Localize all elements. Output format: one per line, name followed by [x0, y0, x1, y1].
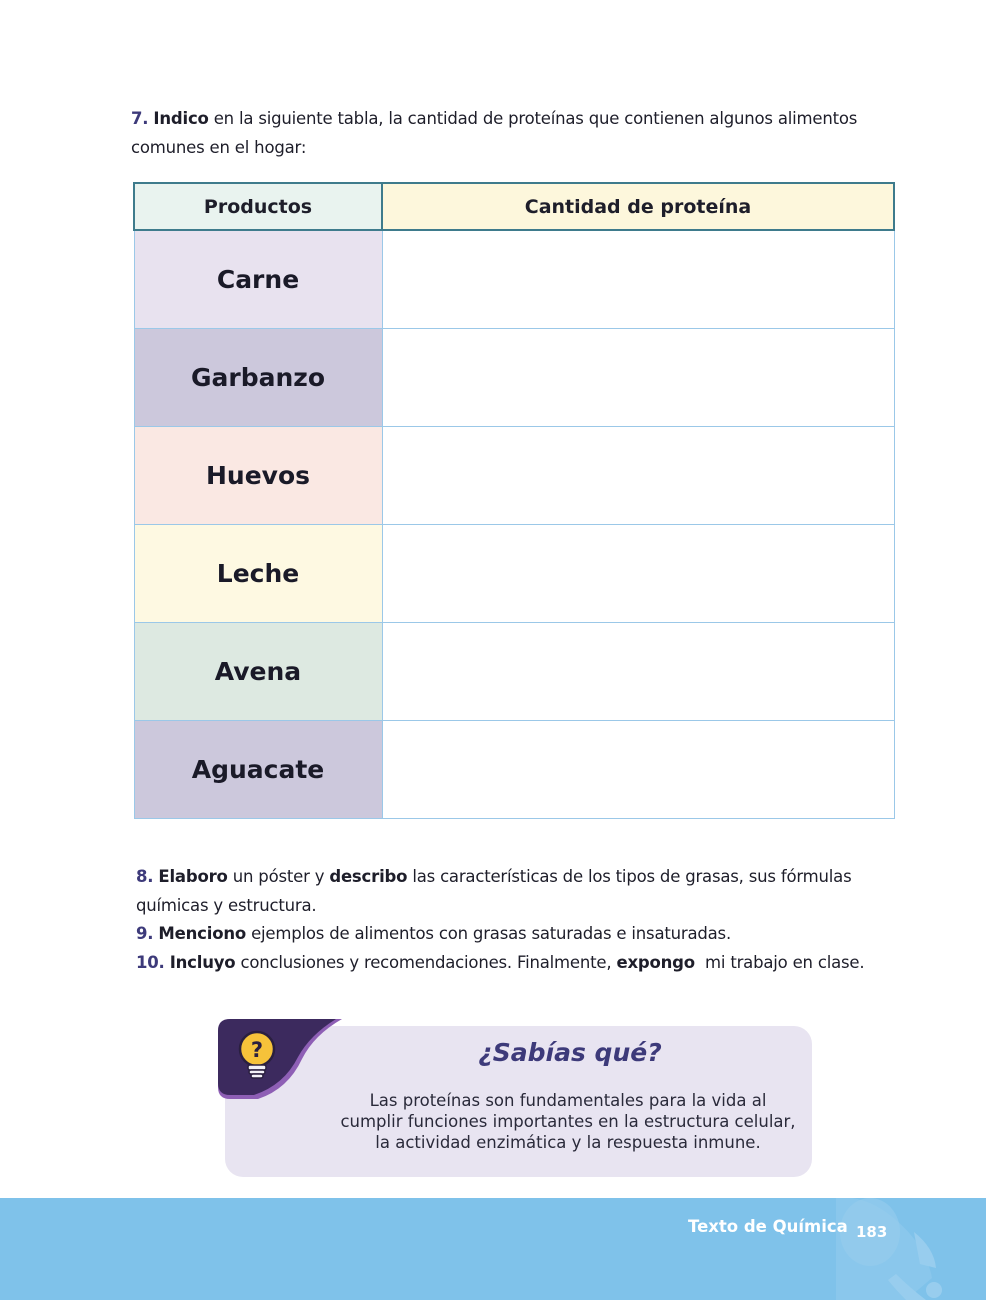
- did-you-know-text: Las proteínas son fundamentales para la vida al cumplir funciones importantes en la estructura celular, la actividad enzimática y la respuesta inmune.: [340, 1091, 796, 1152]
- question-text: un póster y: [227, 867, 330, 886]
- question-verb: Elaboro: [158, 867, 228, 886]
- question-number: 8.: [136, 867, 154, 886]
- question-text: las características de los tipos de grasas, sus fórmulas químicas y estructura.: [136, 867, 852, 915]
- product-cell: Carne: [134, 230, 382, 329]
- table-row: [134, 427, 894, 525]
- question-text: ejemplos de alimentos con grasas saturadas e insaturadas.: [246, 924, 732, 943]
- protein-value-cell[interactable]: [382, 329, 894, 427]
- table-row: [134, 329, 894, 427]
- table-row: [134, 721, 894, 819]
- page-number: 183: [856, 1223, 888, 1241]
- book-title: Texto de Química: [688, 1217, 848, 1236]
- question-text: conclusiones y recomendaciones. Finalmente,: [235, 952, 617, 972]
- lightbulb-question-icon: [218, 1019, 348, 1101]
- product-cell: Huevos: [134, 427, 382, 525]
- product-cell: Leche: [134, 525, 382, 623]
- question-number: 9.: [136, 924, 154, 943]
- protein-value-cell[interactable]: [382, 525, 894, 623]
- protein-value-cell[interactable]: [382, 623, 894, 721]
- question-8: [136, 863, 916, 920]
- header-protein-amount: Cantidad de proteína: [382, 183, 894, 230]
- question-verb: Incluyo: [169, 952, 236, 972]
- header-products: Productos: [134, 183, 382, 230]
- question-9: [136, 920, 916, 949]
- question-number: 7.: [131, 108, 149, 128]
- protein-value-cell[interactable]: [382, 427, 894, 525]
- product-cell: Aguacate: [134, 721, 382, 819]
- protein-value-cell[interactable]: [382, 230, 894, 329]
- question-text: en la siguiente tabla, la cantidad de proteínas que contienen algunos alimentos comunes en el hogar:: [131, 108, 858, 157]
- question-verb: describo: [329, 867, 408, 886]
- product-cell: Avena: [134, 623, 382, 721]
- table-row: [134, 623, 894, 721]
- question-verb: Indico: [153, 108, 209, 128]
- question-verb: expongo: [616, 952, 695, 972]
- question-number: 10.: [136, 952, 165, 972]
- protein-value-cell[interactable]: [382, 721, 894, 819]
- question-list: [136, 863, 916, 977]
- table-row: [134, 525, 894, 623]
- table-row: [134, 230, 894, 329]
- question-verb: Menciono: [158, 924, 247, 943]
- product-cell: Garbanzo: [134, 329, 382, 427]
- table-header-row: [134, 183, 894, 230]
- svg-text:?: ?: [250, 1038, 264, 1062]
- question-10: [136, 949, 916, 978]
- rocket-icon: [836, 1198, 986, 1300]
- question-7: [131, 104, 911, 162]
- did-you-know-title: ¿Sabías qué?: [478, 1038, 662, 1067]
- question-text: mi trabajo en clase.: [694, 952, 865, 972]
- protein-table: [133, 182, 895, 819]
